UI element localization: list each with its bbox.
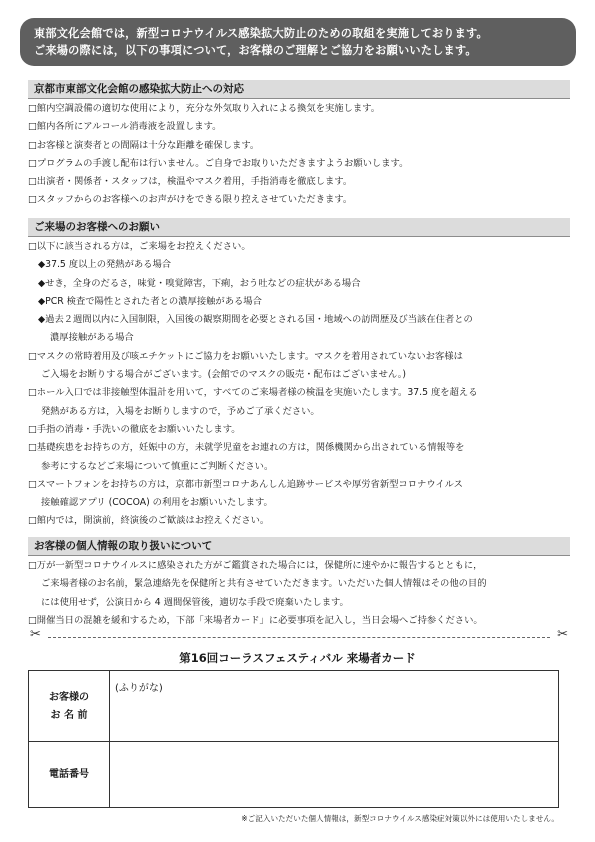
sub-list-item: ◆せき，全身のだるさ，味覚・嗅覚障害，下痢，おう吐などの症状がある場合 [38,277,361,289]
sub-list-item: ◆37.5 度以上の発熱がある場合 [38,259,172,271]
scissors-icon: ✂ [557,627,568,642]
cut-line [28,627,570,644]
list-item-continuation: には使用せず，公演日から 4 週間保管後，適切な手段で廃棄いたします。 [41,596,349,608]
list-item: □スタッフからのお客様へのお声がけをできる限り控えさせていただきます。 [28,194,353,206]
list-item-continuation: ご来場者様のお名前，緊急連絡先を保健所と共有させていただきます。いただいた個人情報はその他の目的 [41,578,487,590]
section-title: 京都市東部文化会館の感染拡大防止への対応 [28,80,570,99]
name-label-line-2: お 名 前 [50,710,88,721]
list-item: □館内各所にアルコール消毒液を設置します。 [28,121,222,133]
section-personal-info [28,537,570,630]
section-visitor-requests [28,218,570,531]
sub-list-item: ◆PCR 検査で陽性とされた者との濃厚接触がある場合 [38,295,262,307]
list-item: □館内空調設備の適切な使用により，充分な外気取り入れによる換気を実施します。 [28,103,381,114]
list-item: □マスクの常時着用及び咳エチケットにご協力をお願いいたします。マスクを着用されていないお客様は [28,350,463,362]
list-item: □開催当日の混雑を緩和するため，下部「来場者カード」に必要事項を記入し，当日会場へご持参ください。 [28,614,483,626]
list-item: □以下に該当される方は，ご来場をお控えください。 [28,241,251,252]
section-title: ご来場のお客様へのお願い [28,218,570,237]
list-item: □基礎疾患をお持ちの方，妊娠中の方，未就学児童をお連れの方は，関係機関から出されている情報等を [28,442,465,454]
row-divider [29,741,558,742]
list-item: □ホール入口では非接触型体温計を用いて，すべてのご来場者様の検温を実施いたします。37.5 度を超える [28,387,478,399]
section-venue-measures [28,80,570,210]
list-item: □万が一新型コロナウイルスに感染された方がご鑑賞された場合には，保健所に速やかに報告するとともに， [28,560,483,571]
banner-line-2: ご来場の際には，以下の事項について，お客様のご理解とご協力をお願いいたします。 [34,44,477,57]
phone-label: 電話番号 [49,769,89,780]
list-item: □スマートフォンをお持ちの方は，京都市新型コロナあんしん追跡サービスや厚労省新型コロナウイルス [28,478,463,490]
notice-banner [20,18,576,66]
footnote: ※ご記入いただいた個人情報は，新型コロナウイルス感染症対策以外には使用いたしません。 [241,814,559,823]
list-item-continuation: ご入場をお断りする場合がございます。(会館でのマスクの販売・配布はございません。) [41,369,406,381]
list-item-continuation: 発熱がある方は，入場をお断りしますので，予めご了承ください。 [41,405,320,417]
list-item: □プログラムの手渡し配布は行いません。ご自身でお取りいただきますようお願いします。 [28,157,409,169]
list-item: □手指の消毒・手洗いの徹底をお願いいたします。 [28,423,241,435]
list-item: □お客様と演奏者との間隔は十分な距離を確保します。 [28,139,260,151]
banner-line-1: 東部文化会館では，新型コロナウイルス感染拡大防止のための取組を実施しております。 [34,27,488,40]
visitor-card [28,670,559,808]
list-item: □館内では，開演前，終演後のご歓談はお控えください。 [28,515,270,527]
list-item-continuation: 参考にするなどご来場について慎重にご判断ください。 [41,460,274,472]
scissors-icon: ✂ [30,627,41,642]
sub-list-item-continuation: 濃厚接触がある場合 [50,332,134,344]
list-item-continuation: 接触確認アプリ (COCOA) の利用をお願いいたします。 [41,497,273,509]
name-label-line-1: お客様の [49,692,89,703]
sub-list-item: ◆過去２週間以内に入国制限，入国後の観察期間を必要とされる国・地域への訪問歴及び当該在住者との [38,314,473,326]
card-title: 第16回コーラスフェスティバル 来場者カード [179,651,416,665]
furigana-label: (ふりがな) [115,683,163,694]
list-item: □出演者・関係者・スタッフは，検温やマスク着用，手指消毒を徹底します。 [28,176,353,188]
section-title: お客様の個人情報の取り扱いについて [28,537,570,556]
dashed-divider [48,637,550,638]
